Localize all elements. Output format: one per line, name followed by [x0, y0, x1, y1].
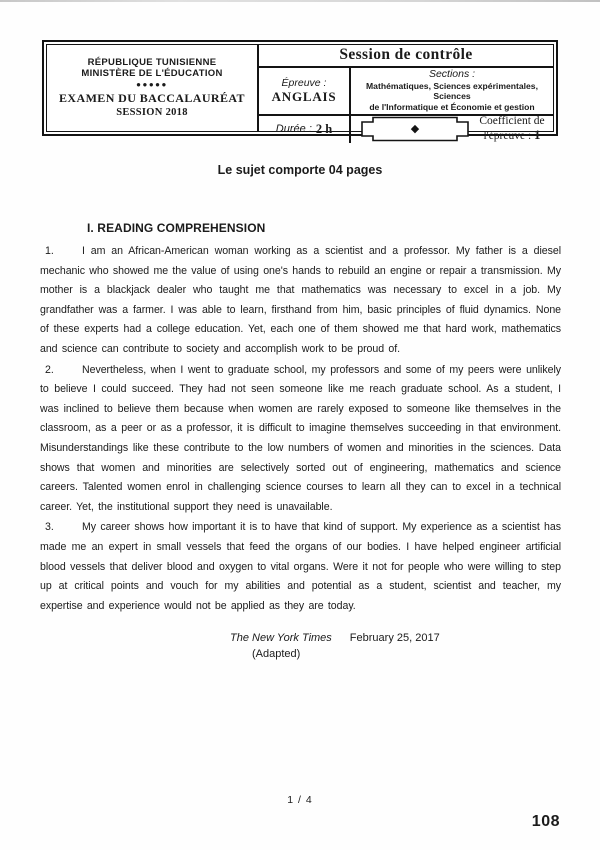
duree-cell — [259, 116, 351, 143]
document-number: 108 — [531, 813, 560, 830]
epreuve-value: ANGLAIS — [271, 88, 337, 104]
source-adapted: (Adapted) — [252, 648, 301, 661]
session-year: SESSION 2018 — [116, 107, 188, 119]
source-citation — [230, 631, 561, 663]
sections-value-line1: Mathématiques, Sciences expérimentales, Sciences — [366, 80, 538, 102]
header-right-section — [259, 45, 553, 143]
epreuve-cell — [259, 68, 351, 114]
header-middle-row — [259, 68, 553, 116]
coefficient-label: Coefficient de l'épreuve : — [479, 115, 545, 143]
epreuve-label: Épreuve : — [281, 76, 327, 89]
source-name: The New York Times — [230, 632, 332, 645]
dots-separator: ●●●●● — [136, 80, 168, 90]
page-number: 1 / 4 — [287, 794, 313, 806]
coefficient-cell — [471, 115, 553, 143]
sections-cell — [351, 68, 553, 114]
paragraph-2-number: 2. — [45, 363, 54, 376]
paragraph-1-text: I am an African-American woman working as a scientist and a professor. My father is a diesel mechanic who showed me the value of using one's hands to rebuild an engine or repair a transmission. My mother is a blackjack dealer who taught me that mathematics was necessary to excel in a job. My grandfather was a farmer. I was able to learn, firsthand from him, basic principles of fluid dynamics. None of these experts had a college education. Yet, each one of them showed me that hard work, mathematics and science can contribute to society and accomplish work to be proud of. — [40, 245, 561, 355]
header-bottom-row — [259, 116, 553, 143]
paragraph-1 — [40, 242, 561, 360]
paragraph-1-number: 1. — [45, 245, 54, 257]
sections-label: Sections : — [428, 68, 476, 80]
source-line — [230, 631, 561, 647]
diamond-icon: ◆ — [410, 122, 420, 135]
subject-pages-note: Le sujet comporte 04 pages — [217, 163, 383, 177]
exam-title: EXAMEN DU BACCALAURÉAT — [59, 91, 245, 106]
exam-header-table — [46, 44, 554, 143]
paragraph-3-number: 3. — [45, 521, 54, 534]
paragraph-3-text: My career shows how important it is to have that kind of support. My experience as a scientist has made me an expert in small vessels that feed the organs of our bodies. I have helped engineer artificial blood vessels that deliver blood and oxygen to vital organs. Were it not for people who were willing to step up at critical points and vouch for my abilities and potential as a student, scientist and teacher, my expertise and experience would not be applied as they are today. — [40, 521, 561, 612]
ministry-line: MINISTÈRE DE L'ÉDUCATION — [81, 68, 223, 80]
paragraph-2 — [40, 361, 561, 518]
republic-line: RÉPUBLIQUE TUNISIENNE — [87, 56, 217, 68]
reading-section — [40, 221, 561, 663]
paragraph-2-text: Nevertheless, when I went to graduate school, my professors and some of my peers were unlikely to believe I could succeed. They had not seen someone like me reach graduate school. As a student, I was inclined to believe them because when women are rarely exposed to someone like themselves in the classroom, as a peer or as a professor, it is difficult to imagine themselves succeeding in that environment. Misunderstandings like these contribute to the low numbers of women and minorities in the sciences. Data shows that women and minorities are selectively sorted out of engineering, mathematics and science careers. Talented women enrol in challenging science courses to learn all they can to excel in a technical career. Yet, the institutional support they need is unavailable. — [40, 363, 561, 513]
coefficient-badge — [359, 116, 471, 142]
duree-value: 2 h — [315, 121, 333, 136]
sections-value-line2: de l'Informatique et Économie et gestion — [369, 102, 535, 113]
header-institution-cell — [47, 45, 259, 131]
duree-label: Durée : — [275, 123, 312, 136]
scan-artifact-top-edge — [0, 0, 600, 2]
session-title: Session de contrôle — [259, 45, 553, 68]
section-title: I. READING COMPREHENSION — [87, 221, 266, 235]
coefficient-value: 1 — [534, 127, 541, 143]
paragraph-3 — [40, 518, 561, 616]
source-date: February 25, 2017 — [349, 632, 440, 645]
